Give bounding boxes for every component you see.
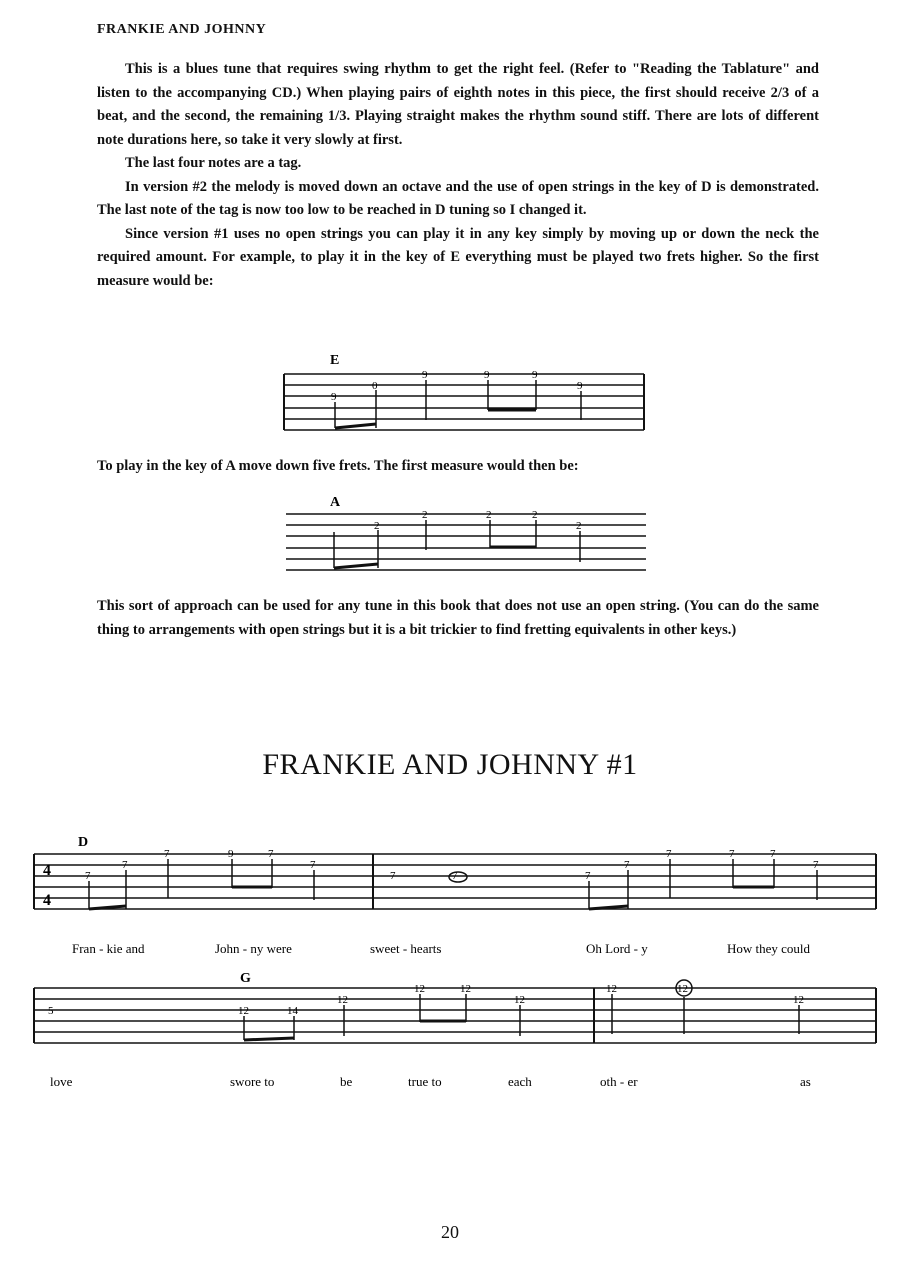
tab-number: 9 [228,848,234,860]
tab-number: 7 [390,870,396,882]
tab-number: 9 [577,380,583,392]
tab-number: 2 [422,509,428,521]
between-text: To play in the key of A move down five frets. The first measure would then be: [97,458,579,474]
time-signature-top: 4 [43,862,51,879]
after-text: This sort of approach can be used for any tune in this book that does not use an open string. (You can do the same thing to arrangements with open strings but it is a bit trickier to find fretting equivalents in other keys.) [97,598,819,638]
tab-number: 7 [585,870,591,882]
page-number: 20 [441,1222,459,1242]
tab-example-e [278,350,650,436]
tab-number: 9 [422,369,428,381]
tab-number: 9 [331,391,337,403]
tab-number: 12 [677,983,688,995]
tab-number: 7 [770,848,776,860]
lyric: each [508,1074,532,1089]
tab-number: 2 [576,520,582,532]
lyric: be [340,1074,353,1089]
tab-number: 2 [532,509,538,521]
lyric: swore to [230,1074,275,1089]
lyric: love [50,1074,73,1089]
tab-number: 14 [287,1005,298,1017]
piece-title: FRANKIE AND JOHNNY #1 [262,748,638,781]
tab-number: 12 [606,983,617,995]
tab-system-1 [30,828,880,963]
tab-number: 7 [624,859,630,871]
intro-paragraph: Since version #1 uses no open strings you can play it in any key simply by moving up or down the neck the required amount. For example, to play it in the key of E everything must be played two frets higher. So the first measure would be: [97,225,819,289]
tab-number: 12 [414,983,425,995]
chord-label: D [78,835,89,850]
tab-example-a [282,490,650,578]
tab-number: 9 [532,369,538,381]
tab-number: 7 [729,848,735,860]
tab-number: 5 [48,1005,54,1017]
lyric: true to [408,1074,442,1089]
intro-paragraph: This is a blues tune that requires swing rhythm to get the right feel. (Refer to "Reading the Tablature" and listen to the accompanying CD.) When playing pairs of eighth notes in this piece, the first should receive 2/3 of a beat, and the second, the remaining 1/3. Playing straight makes the rhythm sound stiff. There are lots of different note durations here, so take it very slowly at first. [97,61,819,148]
lyric: John - ny were [215,941,292,956]
tab-number: 7 [85,870,91,882]
tab-number: 12 [460,983,471,995]
lyric: sweet - hearts [370,941,442,956]
tab-number: 12 [337,994,348,1006]
chord-label: A [330,495,341,510]
lyric: oth - er [600,1074,638,1089]
section-title: FRANKIE AND JOHNNY [97,22,267,37]
tab-number: 7 [122,859,128,871]
tab-number: 7 [268,848,274,860]
time-signature-bottom: 4 [43,892,51,909]
tab-number: 7 [310,859,316,871]
chord-label: G [240,971,251,986]
lyric: Oh Lord - y [586,941,648,956]
lyric: as [800,1074,811,1089]
tab-number: 0 [372,380,378,392]
tab-system-2 [30,966,880,1096]
tab-number: 7 [164,848,170,860]
tab-number: 12 [514,994,525,1006]
tab-number: 2 [374,520,380,532]
tab-number: 12 [793,994,804,1006]
tab-number: 7 [813,859,819,871]
tab-number: 7 [666,848,672,860]
intro-text [97,58,819,293]
tab-number: 2 [486,509,492,521]
intro-paragraph: The last four notes are a tag. [125,155,302,171]
tab-number: 9 [484,369,490,381]
intro-paragraph: In version #2 the melody is moved down an octave and the use of open strings in the key of D is demonstrated. The last note of the tag is now too low to be reached in D tuning so I changed it. [97,178,819,218]
chord-label: E [330,353,340,368]
lyric: How they could [727,941,811,956]
tab-number: 12 [238,1005,249,1017]
lyric: Fran - kie and [72,941,145,956]
tab-number: 7 [452,870,458,882]
